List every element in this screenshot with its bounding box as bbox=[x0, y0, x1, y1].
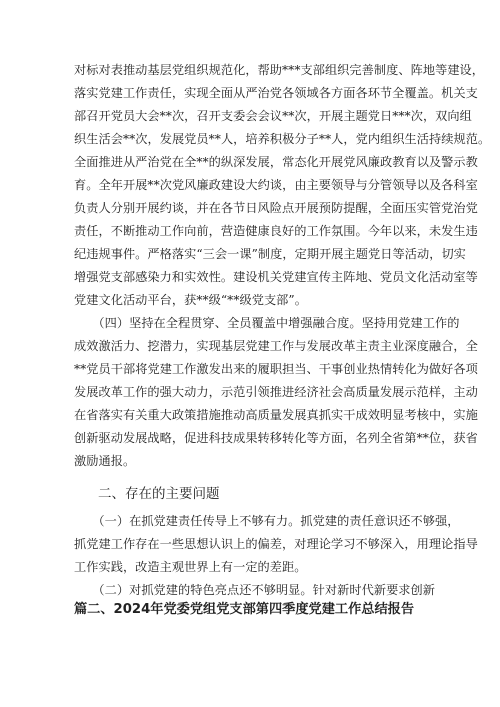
body-line: 对标对表推动基层党组织规范化，帮助***支部组织完善制度、阵地等建设， bbox=[74, 63, 485, 77]
body-line: 发展改革工作的强大动力，示范引领推进经济社会高质量发展示范样，主动 bbox=[74, 385, 478, 399]
section-heading: 二、存在的主要问题 bbox=[98, 486, 220, 502]
body-line: 全面推进从严治党在全**的纵深发展，常态化开展党风廉政教育以及警示教 bbox=[74, 155, 478, 169]
body-line: 负责人分别开展约谈，并在各节日风险点开展预防提醒，全面压实管党治党 bbox=[74, 201, 478, 215]
body-line: 创新驱动发展战略，促进科技成果转移转化等方面，名列全省第**位，获省 bbox=[74, 431, 478, 445]
body-line: 抓党建工作存在一些思想认识上的偏差，对理论学习不够深入，用理论指导 bbox=[74, 537, 478, 551]
body-line: 织生活会**次，发展党员**人，培养积极分子**人，党内组织生活持续规范。 bbox=[74, 132, 491, 146]
body-line: 激励通报。 bbox=[74, 454, 136, 468]
body-line: 责任，不断推动工作向前，营造健康良好的工作氛围。今年以来，未发生违 bbox=[74, 224, 478, 238]
body-line: **党员干部将党建工作激发出来的履职担当、干事创业热情转化为做好各项 bbox=[74, 362, 478, 376]
body-line: 部召开党员大会**次，召开支委会会议**次，开展主题党日***次，双向组 bbox=[74, 109, 472, 123]
body-line: 党建文化活动平台，获**级“**级党支部”。 bbox=[74, 293, 307, 307]
body-line: 育。全年开展**次党风廉政建设大约谈，由主要领导与分管领导以及各科室 bbox=[74, 178, 478, 192]
body-line: （一）在抓党建责任传导上不够有力。抓党建的责任意识还不够强， bbox=[74, 514, 460, 528]
body-line: 增强党支部感染力和实效性。建设机关党建宣传主阵地、党员文化活动室等 bbox=[74, 270, 478, 284]
body-line: 在省落实有关重大政策措施推动高质量发展真抓实干成效明显考核中，实施 bbox=[74, 408, 478, 422]
body-line: 落实党建工作责任，实现全面从严治党各领域各方面各环节全覆盖。机关支 bbox=[74, 86, 478, 100]
body-line: 工作实践，改造主观世界上有一定的差距。 bbox=[74, 560, 307, 574]
body-line: （四）坚持在全程贯穿、全员覆盖中增强融合度。坚持用党建工作的 bbox=[74, 316, 460, 330]
body-line: 成效激活力、挖潜力，实现基层党建工作与发展改革主责主业深度融合，全 bbox=[74, 339, 478, 353]
body-line: （二）对抓党建的特色亮点还不够明显。针对新时代新要求创新 bbox=[74, 583, 436, 597]
next-article-title: 篇二、2024年党委党组党支部第四季度党建工作总结报告 bbox=[74, 602, 415, 617]
body-line: 纪违规事件。严格落实“三会一课”制度，定期开展主题党日等活动，切实 bbox=[74, 247, 466, 261]
